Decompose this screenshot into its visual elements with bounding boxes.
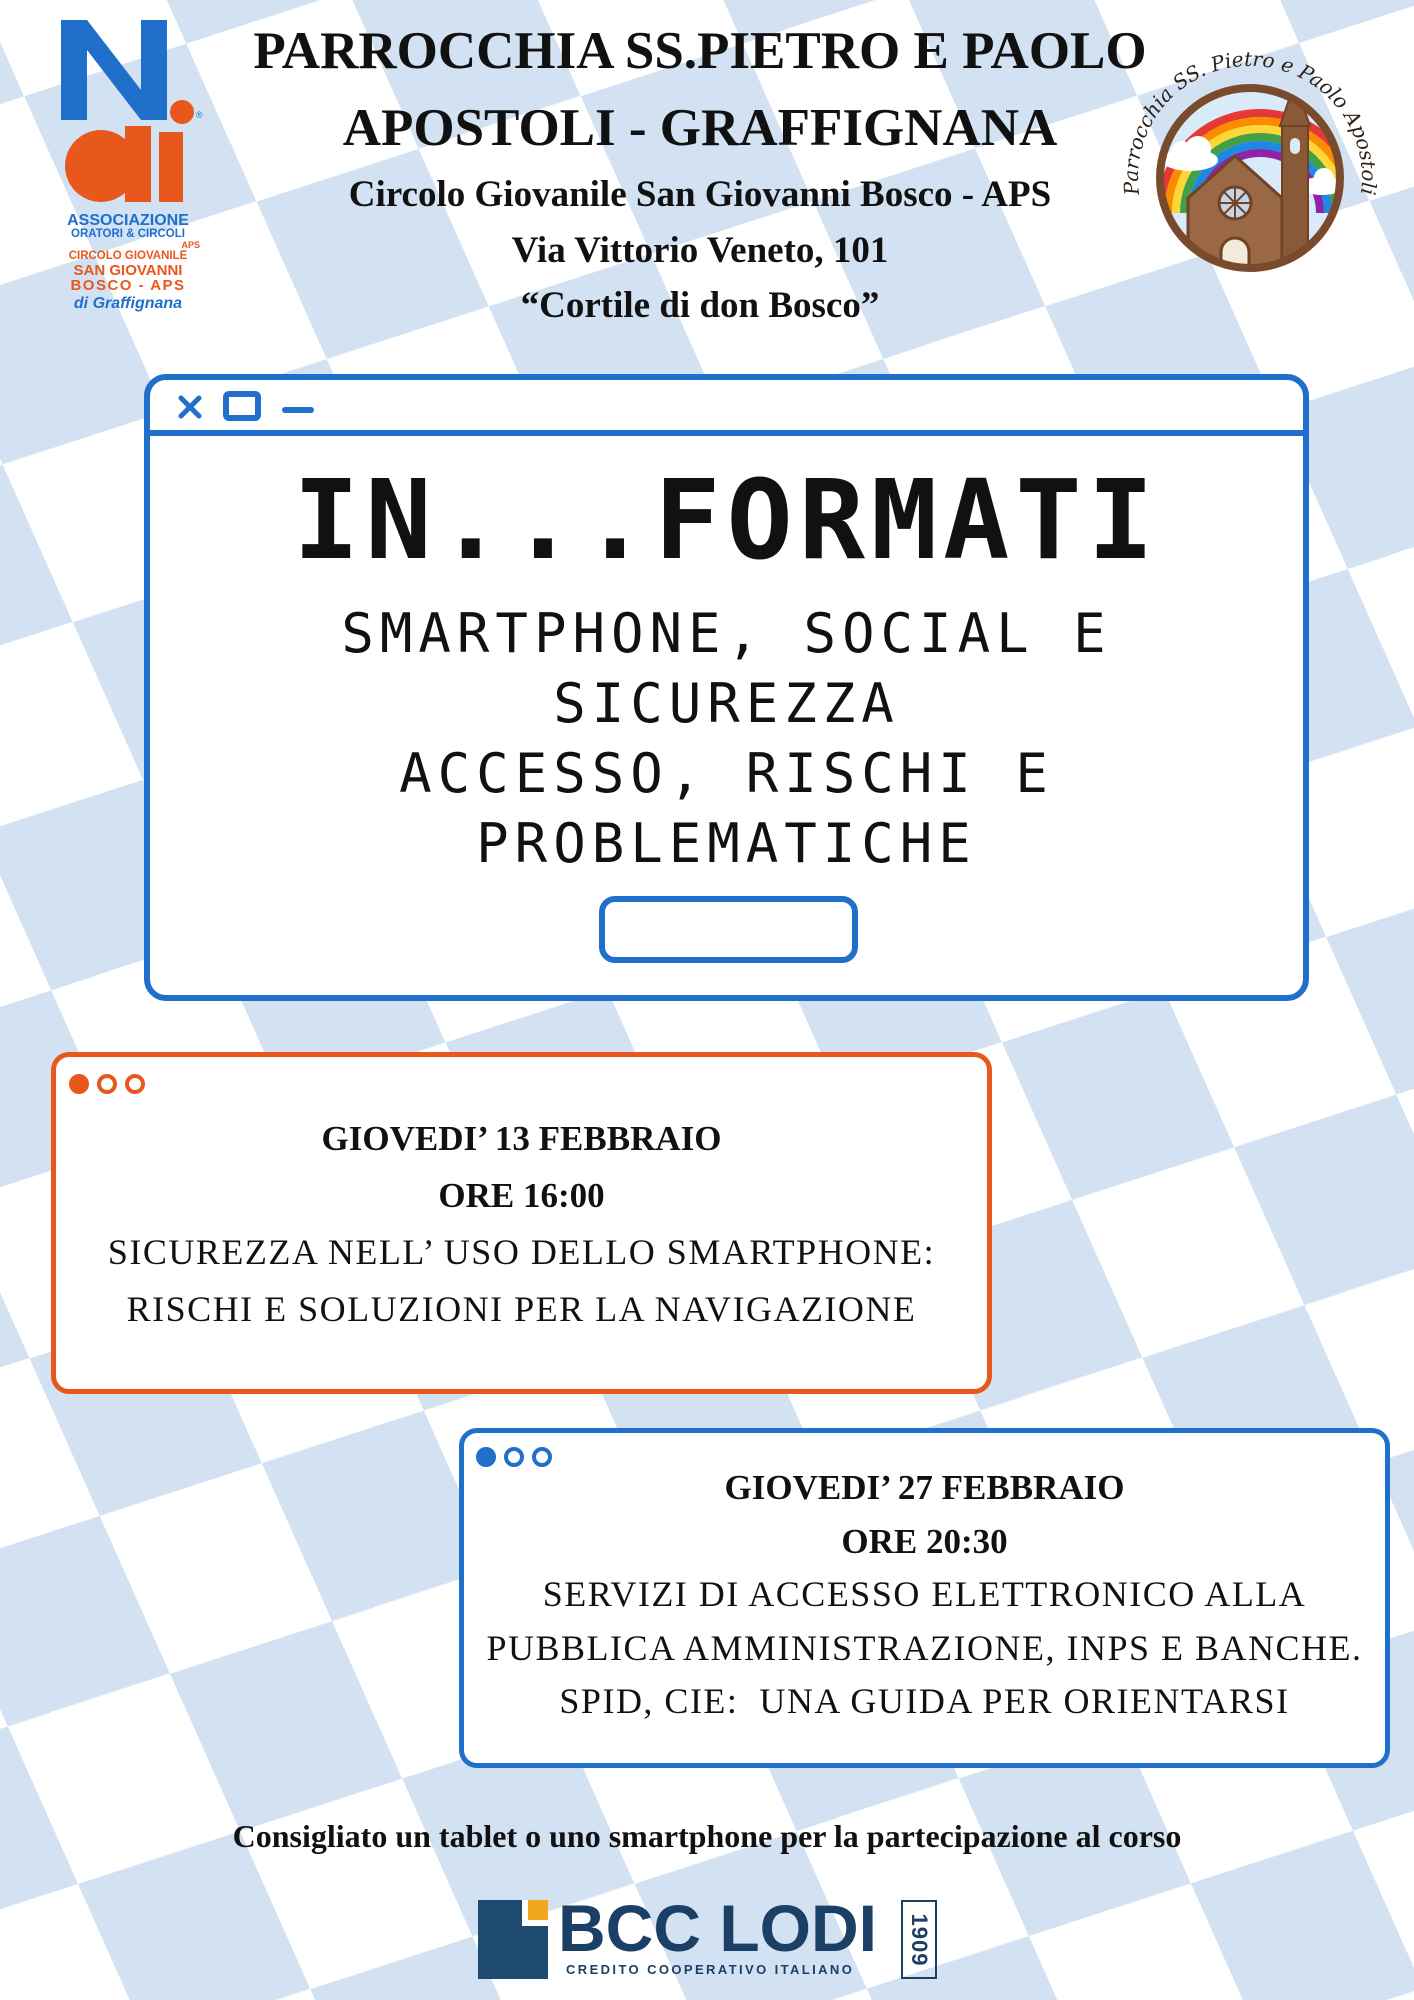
logo-line-san-giovanni: SAN GIOVANNI (73, 262, 183, 279)
event-description-line: RISCHI E SOLUZIONI PER LA NAVIGAZIONE (126, 1289, 917, 1329)
church-rainbow-icon (1150, 78, 1360, 278)
parish-logo-ring-text: Parrocchia SS. Pietro e Paolo Apostoli (1118, 46, 1382, 197)
event-card-1 (51, 1052, 992, 1394)
place-name: “Cortile di don Bosco” (520, 285, 880, 326)
hero-subtitle-line: SICUREZZA (553, 672, 900, 735)
logo-line-associazione: ASSOCIAZIONE (67, 212, 189, 229)
window-titlebar-divider (150, 430, 1303, 436)
dot (97, 1074, 117, 1094)
footer-note: Consigliato un tablet o uno smartphone per la partecipazione al corso (232, 1818, 1182, 1854)
event-date: GIOVEDI’ 27 FEBBRAIO (724, 1468, 1125, 1507)
hero-title: IN...FORMATI (293, 456, 1160, 584)
logo-line-circolo: CIRCOLO GIOVANILE (68, 250, 188, 262)
association-logo-mark (55, 16, 195, 206)
parish-title-line1: PARROCCHIA SS.PIETRO E PAOLO (253, 22, 1147, 80)
event-date: GIOVEDI’ 13 FEBBRAIO (321, 1119, 722, 1158)
event-description-line: SICUREZZA NELL’ USO DELLO SMARTPHONE: (107, 1232, 936, 1272)
hero-subtitle (150, 599, 1303, 879)
hero-subtitle-line: SMARTPHONE, SOCIAL E (341, 602, 1112, 665)
event-description-line: SERVIZI DI ACCESSO ELETTRONICO ALLA (542, 1574, 1307, 1614)
maximize-icon (223, 391, 261, 421)
event-text (56, 1110, 987, 1338)
parish-logo (1110, 38, 1390, 318)
hero-window (144, 374, 1309, 1001)
hero-button-shape (599, 896, 858, 963)
dot (69, 1074, 89, 1094)
bcc-square-icon (478, 1900, 548, 1979)
header (200, 0, 1200, 340)
sponsor-tagline: CREDITO COOPERATIVO ITALIANO (566, 1962, 855, 1977)
hero-subtitle-line: ACCESSO, RISCHI E (399, 742, 1054, 805)
address: Via Vittorio Veneto, 101 (511, 230, 889, 271)
window-dots-icon (69, 1074, 153, 1094)
logo-line-bosco: BOSCO - APS (70, 277, 186, 294)
event-time: ORE 16:00 (438, 1176, 605, 1215)
event-card-2 (459, 1428, 1390, 1768)
event-time: ORE 20:30 (841, 1521, 1008, 1561)
association-logo-text (50, 214, 206, 315)
logo-line-aps: APS (181, 240, 200, 250)
dot (125, 1074, 145, 1094)
hero-subtitle-line: PROBLEMATICHE (476, 812, 977, 875)
minimize-icon (282, 407, 314, 413)
event-text (464, 1461, 1385, 1729)
sponsor-logo (478, 1891, 938, 1983)
registered-mark: ® (196, 110, 203, 120)
close-icon (178, 395, 202, 419)
parish-title-line2: APOSTOLI - GRAFFIGNANA (342, 99, 1058, 157)
logo-line-oratori: ORATORI & CIRCOLI (71, 228, 185, 240)
logo-line-location: di Graffignana (73, 295, 183, 312)
sponsor-year-box (901, 1900, 937, 1979)
event-description-line: PUBBLICA AMMINISTRAZIONE, INPS E BANCHE. (486, 1627, 1363, 1668)
sponsor-name: BCC LODI (558, 1891, 877, 1965)
association-logo (50, 16, 210, 322)
event-description-line: SPID, CIE: UNA GUIDA PER ORIENTARSI (559, 1681, 1290, 1721)
sponsor-year: 1909 (907, 1913, 932, 1966)
circolo-name: Circolo Giovanile San Giovanni Bosco - APS (348, 174, 1052, 215)
